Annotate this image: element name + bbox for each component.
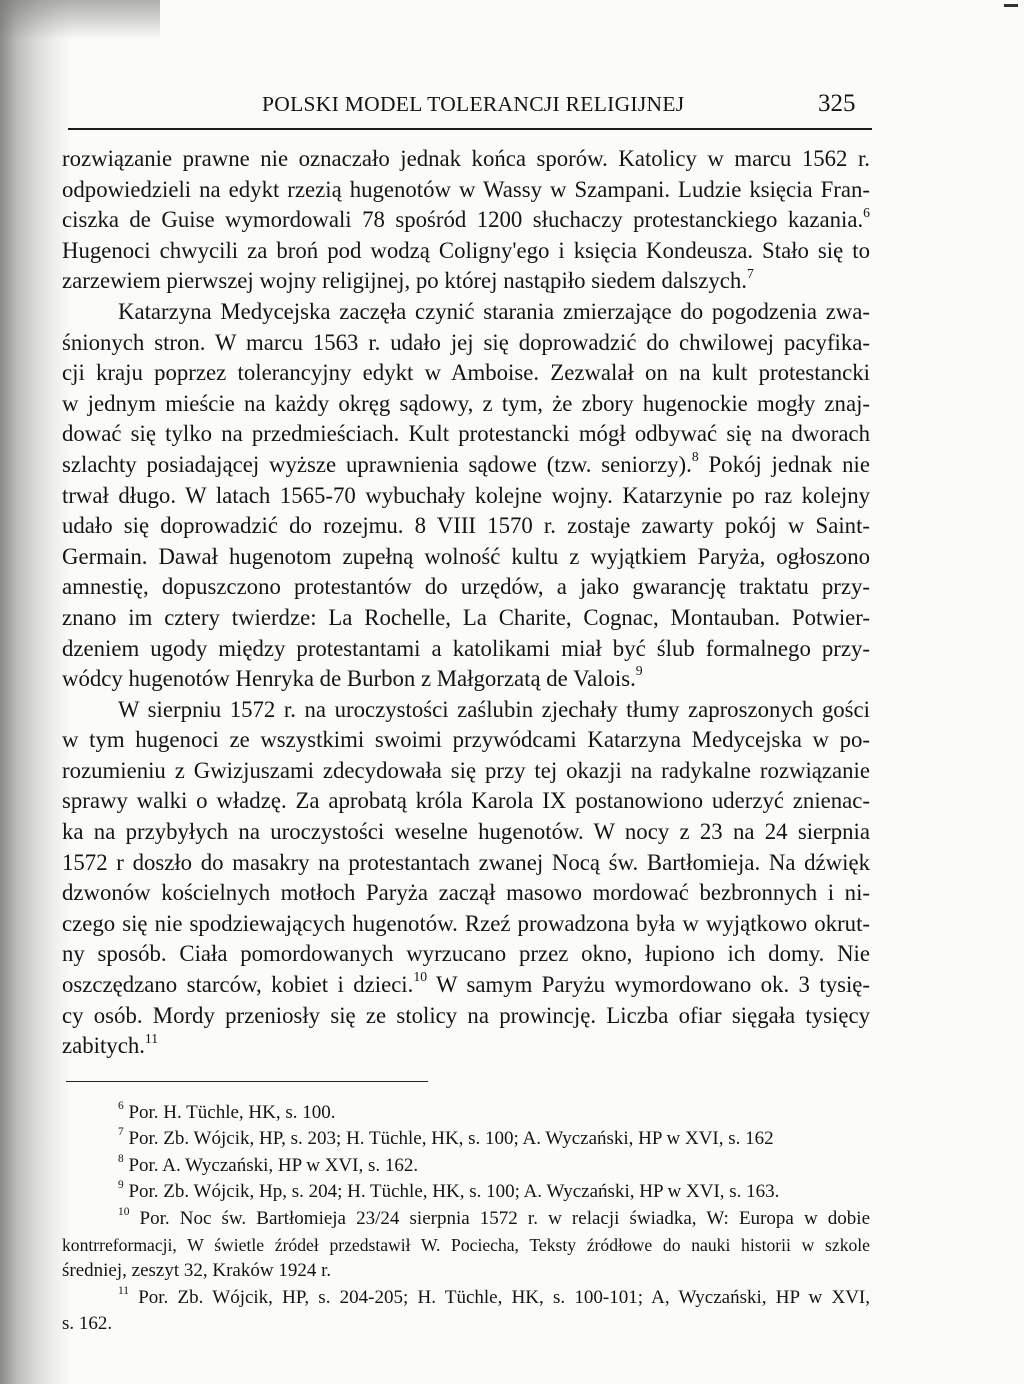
text-line: cji kraju poprzez tolerancyjny edykt w Amboise. Zezwalał on na kult protestancki [62,360,870,386]
footnote: $^{11}$ Por. Zb. Wójcik, HP, s. 204-205; H. Tüchle, HK, s. 100-101; A, Wyczański, HP w XVI, [118,1284,871,1308]
header-rule [68,128,872,130]
footnote: $^9$ Por. Zb. Wójcik, Hp, s. 204; H. Tüchle, HK, s. 100; A. Wyczański, HP w XVI, s. 163. [118,1179,780,1203]
footnotes [62,1100,870,1338]
footnote-number: 10 [118,1205,130,1218]
text-line: W sierpniu 1572 r. na uroczystości zaślubin zjechały tłumy zaproszonych gości [118,696,870,722]
text-line: w tym hugenoci ze wszystkimi swoimi przywódcami Katarzyna Medycejska w po- [62,727,870,753]
text-line: zabitych.$^{11}$ [62,1030,159,1059]
footnote-ref[interactable]: 8 [691,449,699,465]
scan-corner-shadow [0,0,160,40]
footnote: $^7$ Por. Zb. Wójcik, HP, s. 203; H. Tüchle, HK, s. 100; A. Wyczański, HP w XVI, s. 162 [118,1126,774,1150]
text-line: śnionych stron. W marcu 1563 r. udało jej się doprowadzić do chwilowej pacyfika- [62,329,870,355]
text-line: znano im cztery twierdze: La Rochelle, La Charite, Cognac, Montauban. Potwier- [62,604,870,630]
footnote-number: 9 [118,1179,124,1192]
text-line: trwał długo. W latach 1565-70 wybuchały kolejne wojny. Katarzynie po raz kolejny [62,482,870,508]
footnote-continuation: średniej, zeszyt 32, Kraków 1924 r. [62,1260,332,1282]
footnote-continuation: kontrreformacji, W świetle źródeł przedstawił W. Pociecha, Teksty źródłowe do nauki historii w szkole [62,1234,870,1255]
text-line: Germain. Dawał hugenotom zupełną wolność kultu z wyjątkiem Paryża, ogłoszono [62,543,870,569]
text-line: ciszka de Guise wymordowali 78 spośród 1200 słuchaczy protestanckiego kazania.$^6$ [62,204,870,233]
running-header: POLSKI MODEL TOLERANCJI RELIGIJNEJ [262,92,685,116]
footnote-ref[interactable]: 9 [635,663,643,679]
footnote-number: 6 [118,1099,124,1112]
text-line: Katarzyna Medycejska zaczęła czynić starania zmierzające do pogodzenia zwa- [118,298,870,324]
text-line: udało się doprowadzić do rozejmu. 8 VIII 1570 r. zostaje zawarty pokój w Saint- [62,513,870,539]
text-line: sprawy walki o władzę. Za aprobatą króla Karola IX postanowiono uderzyć znienac- [62,788,870,814]
text-line: szlachty posiadającej wyższe uprawnienia sądowe (tzw. seniorzy).$^8$ Pokój jednak nie [62,449,871,477]
text-line: amnestię, dopuszczono protestantów do urzędów, a jako gwarancję traktatu przy- [62,574,870,600]
text-line: dzwonów kościelnych motłoch Paryża zaczął masowo mordować bezbronnych i ni- [62,880,870,906]
footnote-ref[interactable]: 11 [144,1030,159,1046]
text-line: 1572 r doszło do masakry na protestantach zwanej Nocą św. Bartłomieja. Na dźwięk [62,849,870,875]
footnote-ref[interactable]: 10 [413,969,428,985]
text-line: rozwiązanie prawne nie oznaczało jednak końca sporów. Katolicy w marcu 1562 r. [62,146,870,171]
text-line: czego się nie spodziewających hugenotów. Rzeź prowadzona była w wyjątkowo okrut- [62,910,870,936]
footnote-number: 11 [118,1284,129,1297]
text-line: rozumieniu z Gwizjuszami zdecydowała się przy tej okazji na radykalne rozwiązanie [62,757,870,783]
footnote-ref[interactable]: 7 [746,265,754,281]
footnote-separator [66,1081,428,1082]
text-line: dzeniem ugody między protestantami a katolikami miał być ślub formalnego przy- [62,635,870,661]
text-line: odpowiedzieli na edykt rzezią hugenotów w Wassy w Szampani. Ludzie księcia Fran- [62,176,870,202]
footnote-number: 7 [118,1126,124,1139]
main-text [62,144,870,1062]
page-number: 325 [818,90,856,117]
text-line: oszczędzano starców, kobiet i dzieci.$^{10}$ W samym Paryżu wymordowano ok. 3 tysię- [62,969,871,998]
footnote-ref[interactable]: 6 [863,204,870,220]
text-line: cy osób. Mordy przeniosły się ze stolicy na prowincję. Liczba ofiar sięgała tysięcy [62,1002,870,1028]
text-line: dować się tylko na przedmieściach. Kult protestancki mógł odbywać się na dworach [62,421,870,447]
footnote: $^6$ Por. H. Tüchle, HK, s. 100. [118,1099,336,1123]
text-line: wódcy hugenotów Henryka de Burbon z Małgorzatą de Valois.$^9$ [62,663,643,692]
footnote: $^8$ Por. A. Wyczański, HP w XVI, s. 162. [118,1152,419,1176]
scan-edge-mark [1004,4,1018,7]
text-line: ka na przybyłych na uroczystości weselne hugenotów. W nocy z 23 na 24 sierpnia [62,819,870,845]
text-line: w jednym mieście na każdy okręg sądowy, z tym, że zbory hugenockie mogły znaj- [62,390,870,416]
footnote-continuation: s. 162. [62,1313,113,1335]
text-line: Hugenoci chwycili za broń pod wodzą Coligny'ego i księcia Kondeusza. Stało się to [62,237,870,263]
footnote: $^{10}$ Por. Noc św. Bartłomieja 23/24 sierpnia 1572 r. w relacji świadka, W: Europa w dobie [118,1205,871,1229]
text-line: ny sposób. Ciała pomordowanych wyrzucano przez okno, łupiono ich domy. Nie [62,941,870,967]
footnote-number: 8 [118,1152,124,1165]
text-line: zarzewiem pierwszej wojny religijnej, po której nastąpiło siedem dalszych.$^7$ [62,265,754,294]
